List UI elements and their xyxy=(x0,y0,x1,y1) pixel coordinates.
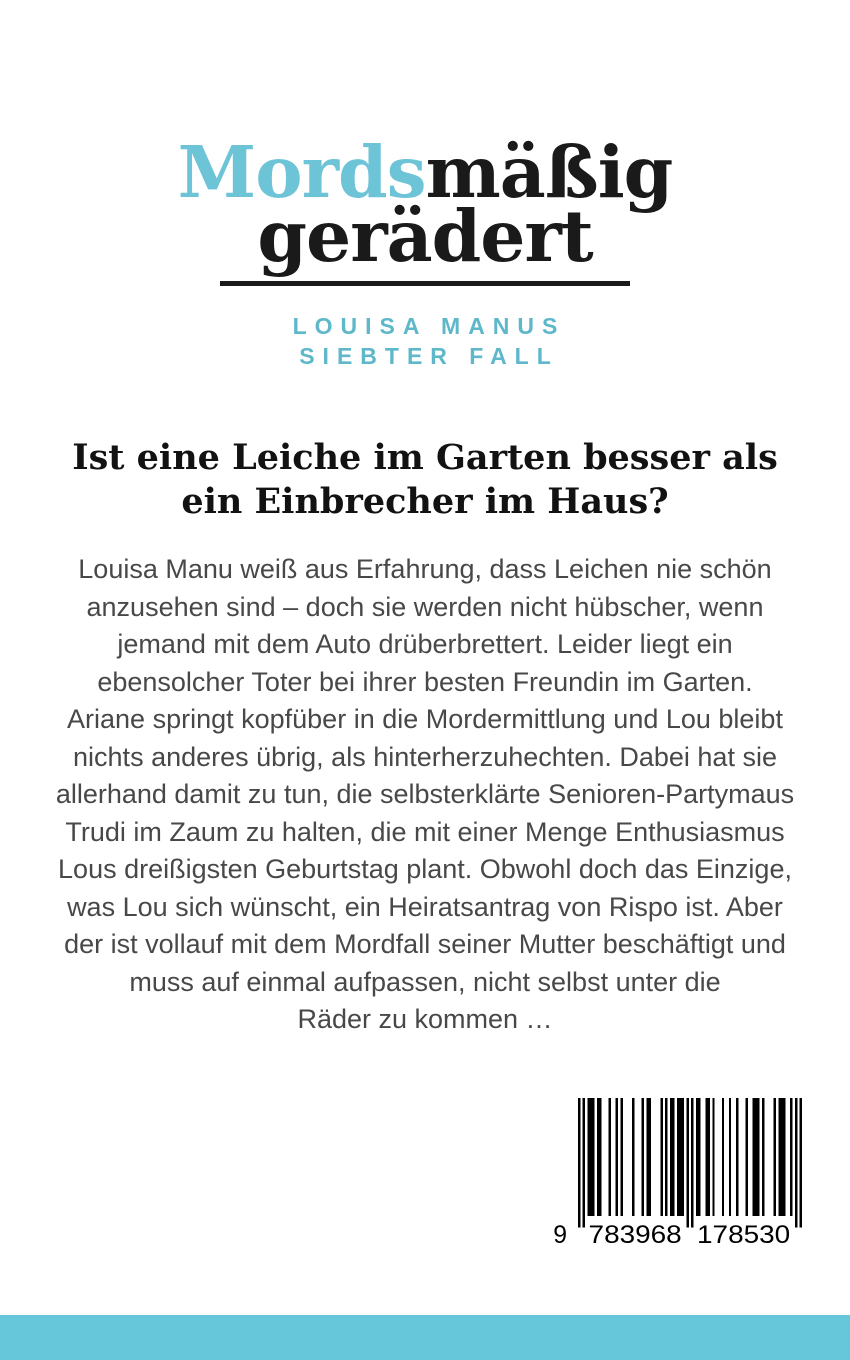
title-rest-text: mäßig xyxy=(425,130,673,214)
blurb-line: Ariane springt kopfüber in die Mordermittlung und Lou bleibt xyxy=(67,704,783,734)
blurb-line: Trudi im Zaum zu halten, die mit einer Menge Enthusiasmus xyxy=(65,816,785,847)
title-line2: gerädert xyxy=(257,194,593,278)
blurb-line: jemand mit dem Auto drüberbrettert. Leider liegt ein xyxy=(117,629,733,659)
blurb-line: Räder zu kommen … xyxy=(297,1004,553,1034)
svg-text:783968: 783968 xyxy=(588,1222,682,1248)
series-line2: SIEBTER FALL xyxy=(299,343,559,369)
blurb-line: allerhand damit zu tun, die selbsterklärte Senioren-Partymaus xyxy=(55,779,795,809)
tagline-line1: Ist eine Leiche im Garten besser als xyxy=(72,437,778,478)
blurb-line: muss auf einmal aufpassen, nicht selbst unter die xyxy=(129,966,721,997)
blurb-line: Lous dreißigsten Geburtstag plant. Obwohl doch das Einzige, xyxy=(58,854,792,884)
book-title xyxy=(0,130,850,278)
title-block xyxy=(0,130,850,371)
blurb-line: nichts anderes übrig, als hinterherzuhechten. Dabei hat sie xyxy=(73,741,777,772)
blurb-line: der ist vollauf mit dem Mordfall seiner Mutter beschäftigt und xyxy=(64,929,786,959)
blurb-text xyxy=(0,551,850,1039)
barcode-graphic xyxy=(552,1098,802,1248)
tagline-question xyxy=(0,436,850,524)
series-subtitle xyxy=(0,311,850,371)
blurb-line: anzusehen sind – doch sie werden nicht hübscher, wenn xyxy=(86,591,764,622)
tagline-line2: ein Einbrecher im Haus? xyxy=(181,481,669,522)
title-accent-text: Mords xyxy=(177,130,426,214)
blurb-line: Louisa Manu weiß aus Erfahrung, dass Leichen nie schön xyxy=(78,554,772,584)
blurb-line: was Lou sich wünscht, ein Heiratsantrag von Rispo ist. Aber xyxy=(67,891,783,922)
footer-color-bar xyxy=(0,1315,850,1360)
svg-text:9: 9 xyxy=(553,1222,567,1248)
svg-text:178530: 178530 xyxy=(697,1222,791,1248)
title-underline-rule xyxy=(220,281,630,286)
blurb-line: ebensolcher Toter bei ihrer besten Freundin im Garten. xyxy=(97,666,753,697)
isbn-barcode xyxy=(552,1098,802,1248)
series-line1: LOUISA MANUS xyxy=(292,313,566,339)
